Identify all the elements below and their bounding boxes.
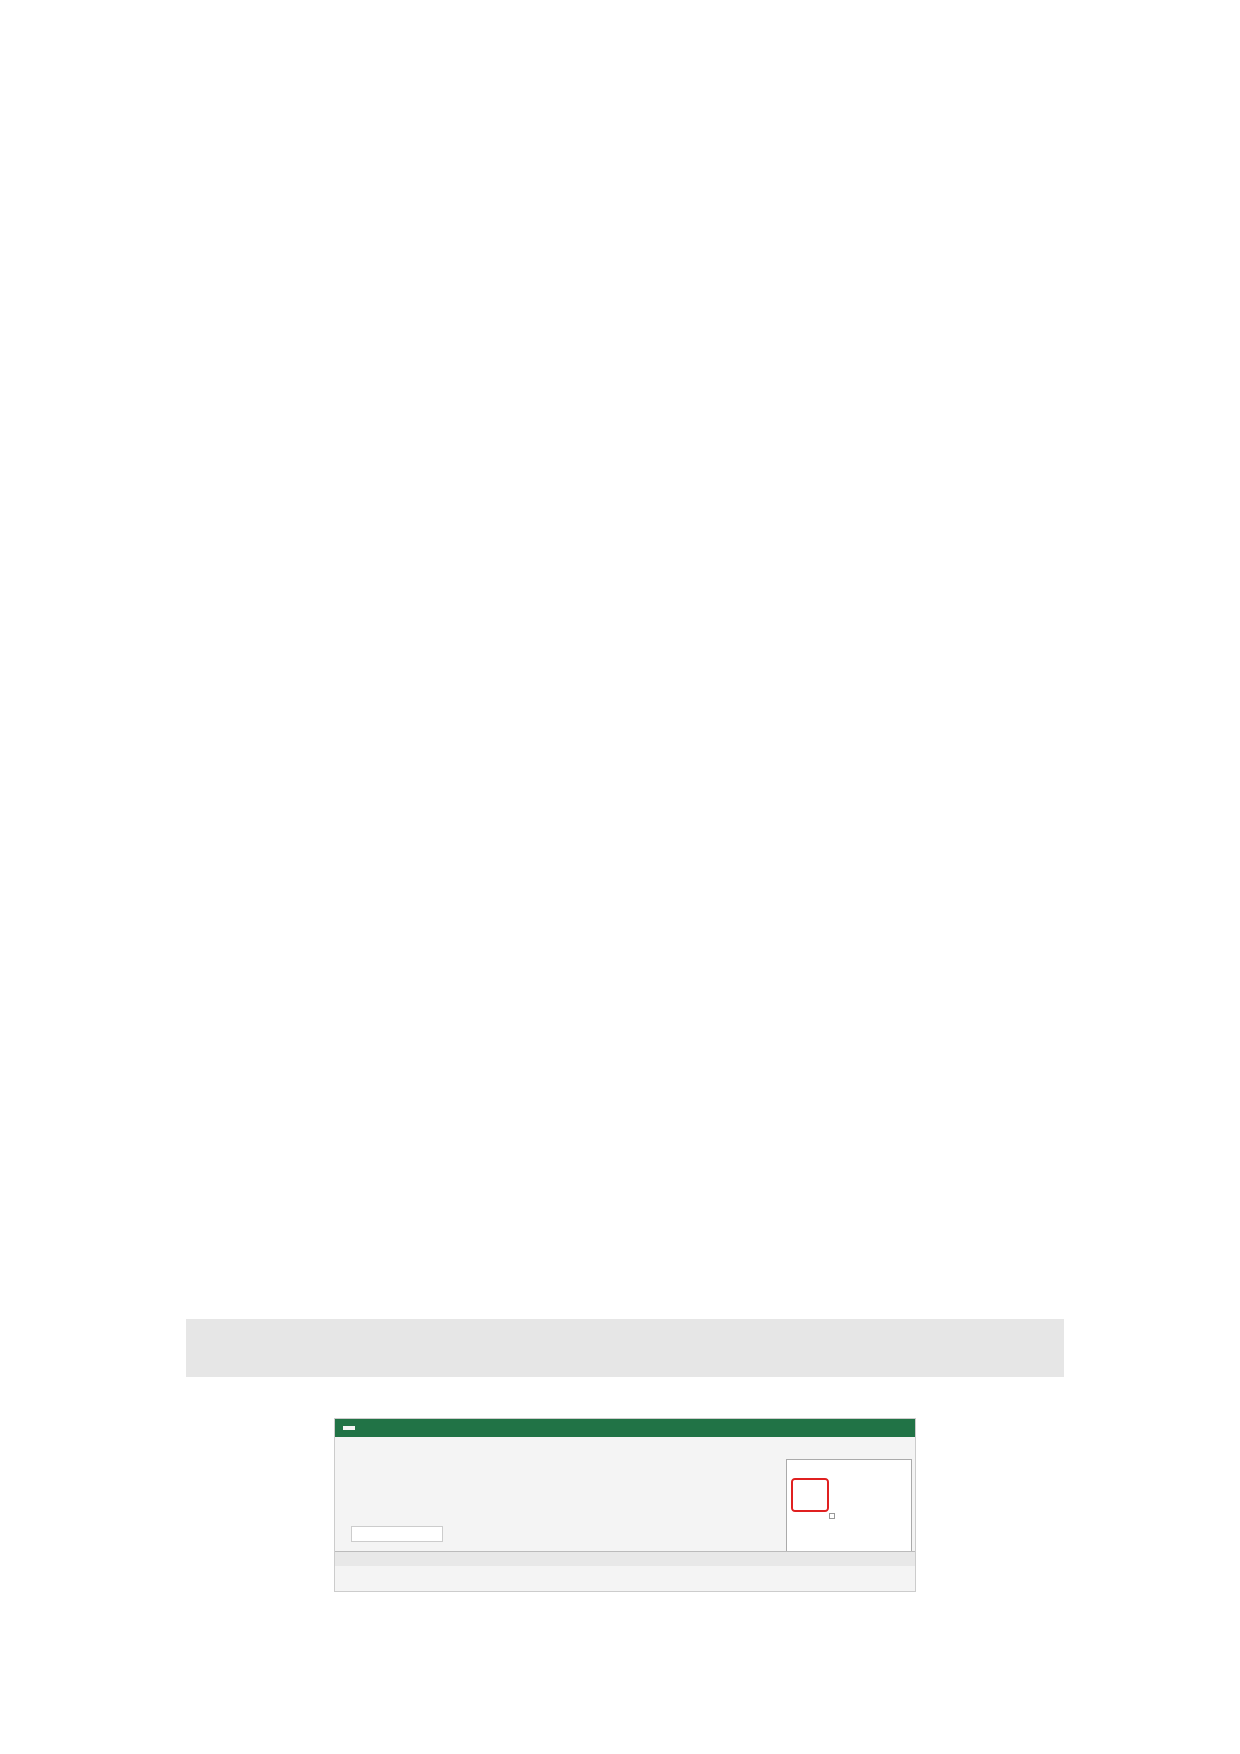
formula-bar[interactable]: [351, 1526, 443, 1542]
column-headers: [335, 1551, 915, 1566]
clustered-column-icon[interactable]: [791, 1478, 829, 1512]
tooltip: [829, 1513, 835, 1519]
excel-screenshot: [334, 1418, 916, 1592]
chart-figure: [296, 292, 956, 587]
chart-dropdown[interactable]: [786, 1459, 912, 1561]
dropdown-title: [787, 1460, 911, 1464]
tip-box: [186, 1319, 1064, 1377]
tab-insert[interactable]: [343, 1426, 355, 1430]
ribbon-tabs: [335, 1419, 915, 1437]
